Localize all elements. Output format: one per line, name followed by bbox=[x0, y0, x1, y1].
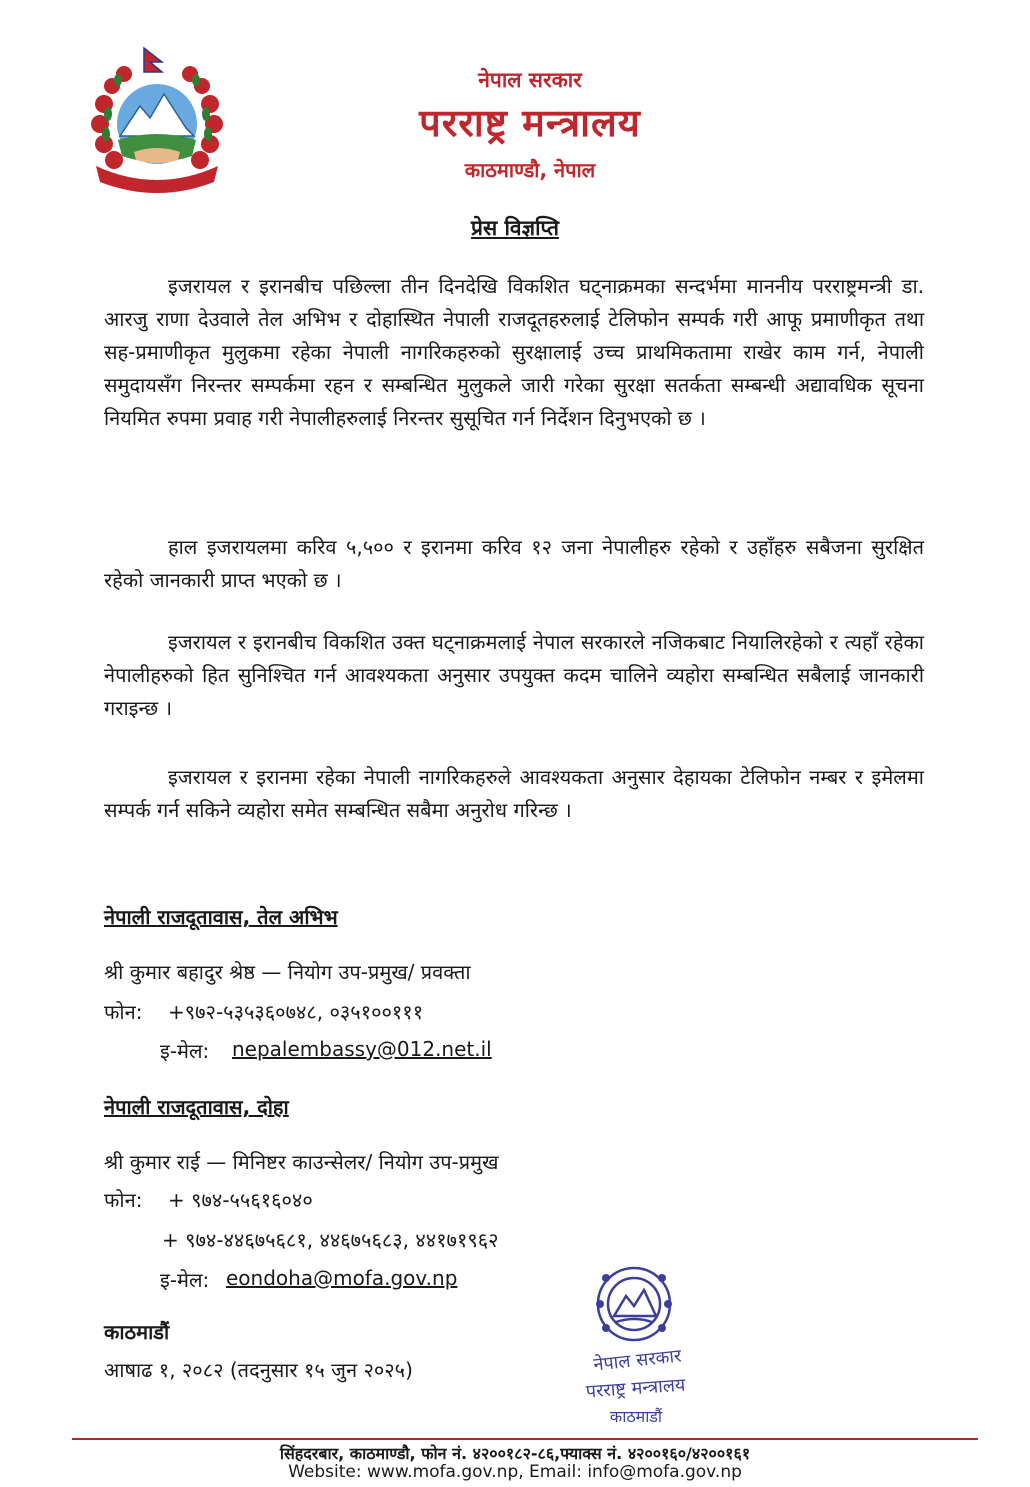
closing-place: काठमाडौं bbox=[104, 1320, 170, 1344]
press-release-title: प्रेस विज्ञप्ति bbox=[471, 216, 559, 240]
svg-text:नेपाल सरकार: नेपाल सरकार bbox=[592, 1345, 683, 1376]
closing-date: आषाढ १, २०८२ (तदनुसार १५ जुन २०२५) bbox=[104, 1358, 413, 1382]
email-link-tel-aviv[interactable]: nepalembassy@012.net.il bbox=[232, 1037, 492, 1061]
phone-label-doha: फोन: bbox=[104, 1188, 143, 1212]
embassy-heading-doha: नेपाली राजदूतावास, दोहा bbox=[104, 1095, 289, 1119]
email-link-doha[interactable]: eondoha@mofa.gov.np bbox=[226, 1266, 458, 1290]
footer-address: सिंहदरबार, काठमाण्डौ, फोन नं. ४२००१८२-८६,फ्याक्स नं. ४२००१६०/४२००१६१ bbox=[279, 1444, 751, 1463]
footer-web-email: Website: www.mofa.gov.np, Email: info@mofa.gov.np bbox=[288, 1462, 742, 1482]
phone-number-doha-2: + ९७४-४४६७५६८१, ४४६७५६८३, ४४१७१९६२ bbox=[162, 1228, 499, 1252]
letterhead bbox=[0, 0, 1030, 200]
email-label-doha: इ-मेल: bbox=[160, 1268, 210, 1292]
phone-number-tel-aviv: +९७२-५३५३६०७४८, ०३५१००१११ bbox=[168, 1000, 424, 1024]
email-label-tel-aviv: इ-मेल: bbox=[160, 1039, 210, 1063]
contact-person-tel-aviv: श्री कुमार बहादुर श्रेष्ठ — नियोग उप-प्रमुख/ प्रवक्ता bbox=[104, 960, 471, 984]
ministry-name: परराष्ट्र मन्त्रालय bbox=[419, 101, 641, 145]
paragraph-3: इजरायल र इरानबीच विकशित उक्त घट्नाक्रमलाई नेपाल सरकारले नजिकबाट नियालिरहेको र त्यहाँ रहेका नेपालीहरुको हित सुनिश्चित गर्न आवश्यकता अनुसार उपयुक्त कदम चालिने व्यहोरा सम्बन्धित सबैलाई जानकारी गराइन्छ । bbox=[104, 630, 924, 720]
svg-text:परराष्ट्र मन्त्रालय: परराष्ट्र मन्त्रालय bbox=[585, 1374, 687, 1403]
paragraph-2: हाल इजरायलमा करिव ५,५०० र इरानमा करिव १२ जना नेपालीहरु रहेको र उहाँहरु सबैजना सुरक्षित रहेको जानकारी प्राप्त भएको छ । bbox=[104, 535, 924, 592]
paragraph-4: इजरायल र इरानमा रहेका नेपाली नागरिकहरुले आवश्यकता अनुसार देहायका टेलिफोन नम्बर र इमेलमा सम्पर्क गर्न सकिने व्यहोरा समेत सम्बन्धित सबैमा अनुरोध गरिन्छ । bbox=[104, 765, 924, 822]
phone-number-doha-1: + ९७४-५५६१६०४० bbox=[168, 1188, 313, 1212]
nepal-emblem-icon bbox=[82, 44, 232, 194]
gov-name: नेपाल सरकार bbox=[478, 68, 582, 92]
svg-text:काठमाडौं: काठमाडौं bbox=[609, 1407, 663, 1426]
ministry-seal-icon bbox=[556, 1262, 716, 1432]
paragraph-1: इजरायल र इरानबीच पछिल्ला तीन दिनदेखि विकशित घट्नाक्रमका सन्दर्भमा माननीय परराष्ट्रमन्त्री डा. आरजु राणा देउवाले तेल अभिभ र दोहास्थित नेपाली राजदूतहरुलाई टेलिफोन सम्पर्क गरी आफू प्रमाणीकृत तथा सह-प्रमाणीकृत मुलुकमा रहेका नेपाली नागरिकहरुको सुरक्षालाई उच्च प्राथमिकतामा राखेर काम गर्न, नेपाली समुदायसँग निरन्तर सम्पर्कमा रहन र सम्बन्धित मुलुकले जारी गरेका सुरक्षा सतर्कता सम्बन्धी अद्यावधिक सूचना नियमित रुपमा प्रवाह गरी नेपालीहरुलाई निरन्तर सुसूचित गर्न निर्देशन दिनुभएको छ । bbox=[104, 274, 924, 430]
phone-label-tel-aviv: फोन: bbox=[104, 1000, 143, 1024]
ministry-location: काठमाण्डौ, नेपाल bbox=[464, 158, 596, 182]
embassy-heading-tel-aviv: नेपाली राजदूतावास, तेल अभिभ bbox=[104, 905, 338, 929]
footer-divider bbox=[72, 1438, 978, 1440]
contact-person-doha: श्री कुमार राई — मिनिष्टर काउन्सेलर/ नियोग उप-प्रमुख bbox=[104, 1150, 499, 1174]
